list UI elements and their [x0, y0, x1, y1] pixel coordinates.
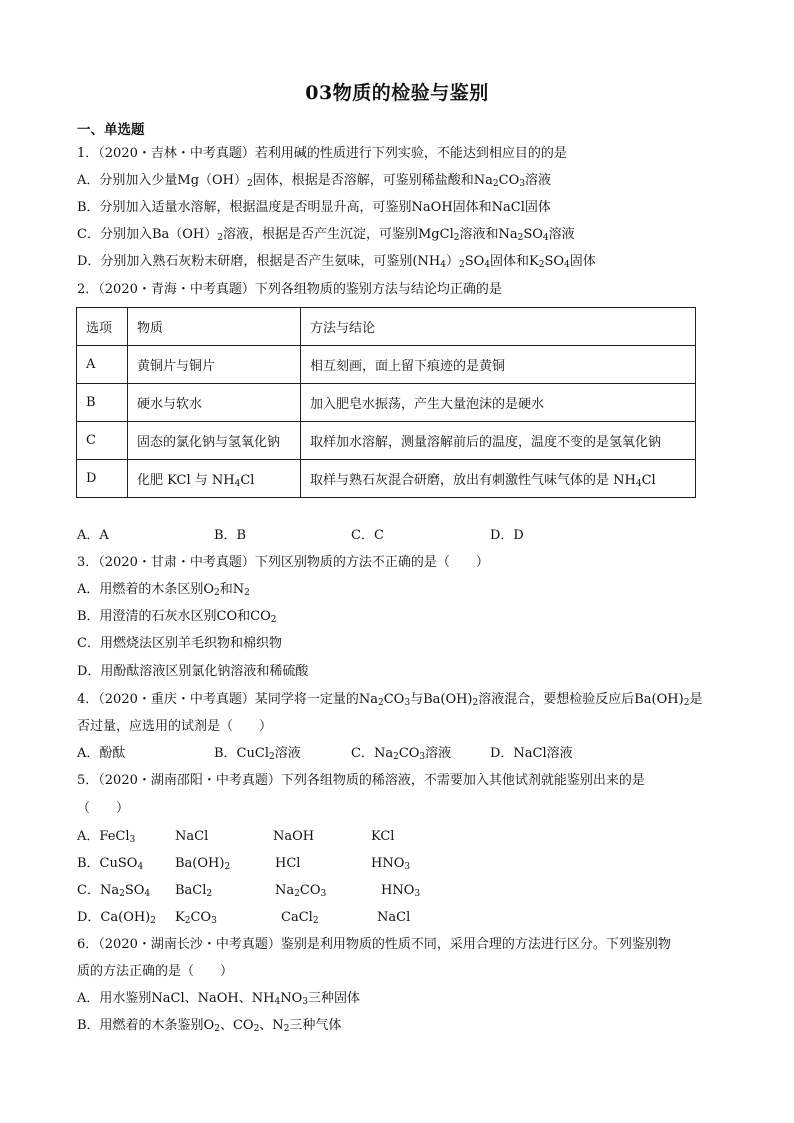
question-3-stem: 3．（2020・甘肃・中考真题）下列区别物质的方法不正确的是（ ）	[77, 555, 489, 570]
question-6-option-b: B．用燃着的木条鉴别$O_2$、$CO_2$、$N_2$三种气体	[77, 1018, 342, 1034]
question-4-option-a: A．酚酞	[77, 746, 126, 761]
table-cell: 固态的氯化钠与氢氧化钠	[128, 422, 301, 460]
question-6-stem-continued: 质的方法正确的是（ ）	[77, 964, 234, 979]
question-3-option-b: B．用澄清的石灰水区别CO和$CO_2$	[77, 609, 277, 625]
table-cell: C	[77, 422, 128, 460]
question-1-option-b: B．分别加入适量水溶解，根据温度是否明显升高，可鉴别NaOH固体和NaCl固体	[77, 200, 551, 215]
table-cell: 硬水与软水	[128, 384, 301, 422]
question-2-option-d: D．D	[490, 528, 524, 543]
question-4-options	[77, 745, 573, 763]
question-3-option-a: A．用燃着的木条区别$O_2$和$N_2$	[77, 582, 250, 598]
section-heading: 一、单选题	[77, 122, 145, 138]
table-cell: 加入肥皂水振荡，产生大量泡沫的是硬水	[301, 384, 696, 422]
question-3-option-c: C．用燃烧法区别羊毛织物和棉织物	[77, 636, 282, 651]
table-header-cell: 选项	[77, 308, 128, 346]
question-1-option-c: C．分别加入$Ba(OH)_2$溶液，根据是否产生沉淀，可鉴别MgCl$_2$溶液和$Na_2SO_4$溶液	[77, 227, 575, 243]
page-title: 03物质的检验与鉴别	[305, 82, 489, 104]
question-2-options	[77, 527, 524, 545]
question-4-stem-continued: 否过量，应选用的试剂是（ ）	[77, 719, 273, 734]
table-row	[77, 384, 696, 422]
table-cell: B	[77, 384, 128, 422]
question-2-stem: 2．（2020・青海・中考真题）下列各组物质的鉴别方法与结论均正确的是	[77, 282, 502, 297]
question-2-option-a: A．A	[77, 528, 109, 543]
question-2-option-c: C．C	[351, 528, 384, 543]
table-cell: 黄铜片与铜片	[128, 346, 301, 384]
table-cell: A	[77, 346, 128, 384]
table-header-cell: 方法与结论	[301, 308, 696, 346]
question-5-stem-continued: （ ）	[77, 801, 130, 816]
question-4-stem: 4．（2020・重庆・中考真题）某同学将一定量的$Na_2CO_3$与$Ba(OH)_2$溶液混合，要想检验反应后$Ba(OH)_2$是	[77, 692, 703, 708]
table-row	[77, 422, 696, 460]
question-4-option-d: D．NaCl溶液	[490, 746, 573, 761]
question-5-option-d: D．$Ca(OH)_2$ $K_2CO_3$ CaCl$_2$ NaCl	[77, 910, 411, 926]
question-1-stem: 1．（2020・吉林・中考真题）若利用碱的性质进行下列实验，不能达到相应目的的是	[77, 146, 567, 161]
question-4-option-b: B．CuCl$_2$溶液	[214, 746, 301, 762]
question-1-option-a: A．分别加入少量$Mg(OH)_2$固体，根据是否溶解，可鉴别稀盐酸和$Na_2CO_3$溶液	[77, 173, 551, 189]
question-4-option-c: C．$Na_2CO_3$溶液	[351, 746, 452, 762]
table-cell: 取样与熟石灰混合研磨，放出有刺激性气味气体的是 $NH_4Cl$	[301, 460, 696, 498]
question-6-option-a: A．用水鉴别NaCl、NaOH、$NH_4NO_3$三种固体	[77, 991, 360, 1007]
question-2-option-b: B．B	[214, 528, 247, 543]
table-cell: 取样加水溶解，测量溶解前后的温度，温度不变的是氢氧化钠	[301, 422, 696, 460]
table-cell: 相互刻画，面上留下痕迹的是黄铜	[301, 346, 696, 384]
table-header-row	[77, 308, 696, 346]
question-5-option-a: A．FeCl$_3$ NaCl NaOH KCl	[77, 829, 395, 845]
table-cell: 化肥 KCl 与 $NH_4Cl$	[128, 460, 301, 498]
table-header-cell: 物质	[128, 308, 301, 346]
question-5-option-b: B．CuSO$_4$ $Ba(OH)_2$ HCl $HNO_3$	[77, 856, 411, 872]
question-3-option-d: D．用酚酞溶液区别氯化钠溶液和稀硫酸	[77, 664, 309, 679]
question-2-table	[76, 307, 696, 498]
table-row	[77, 460, 696, 498]
question-1-option-d: D．分别加入熟石灰粉末研磨，根据是否产生氨味，可鉴别$(NH_4)_2SO_4$固体和$K_2SO_4$固体	[77, 254, 596, 270]
table-cell: D	[77, 460, 128, 498]
table-row	[77, 346, 696, 384]
question-5-stem: 5．（2020・湖南邵阳・中考真题）下列各组物质的稀溶液，不需要加入其他试剂就能鉴别出来的是	[77, 773, 645, 788]
question-6-stem: 6．（2020・湖南长沙・中考真题）鉴别是利用物质的性质不同，采用合理的方法进行区分。下列鉴别物	[77, 937, 671, 952]
question-5-option-c: C．$Na_2SO_4$ BaCl$_2$ $Na_2CO_3$ $HNO_3$	[77, 883, 421, 899]
